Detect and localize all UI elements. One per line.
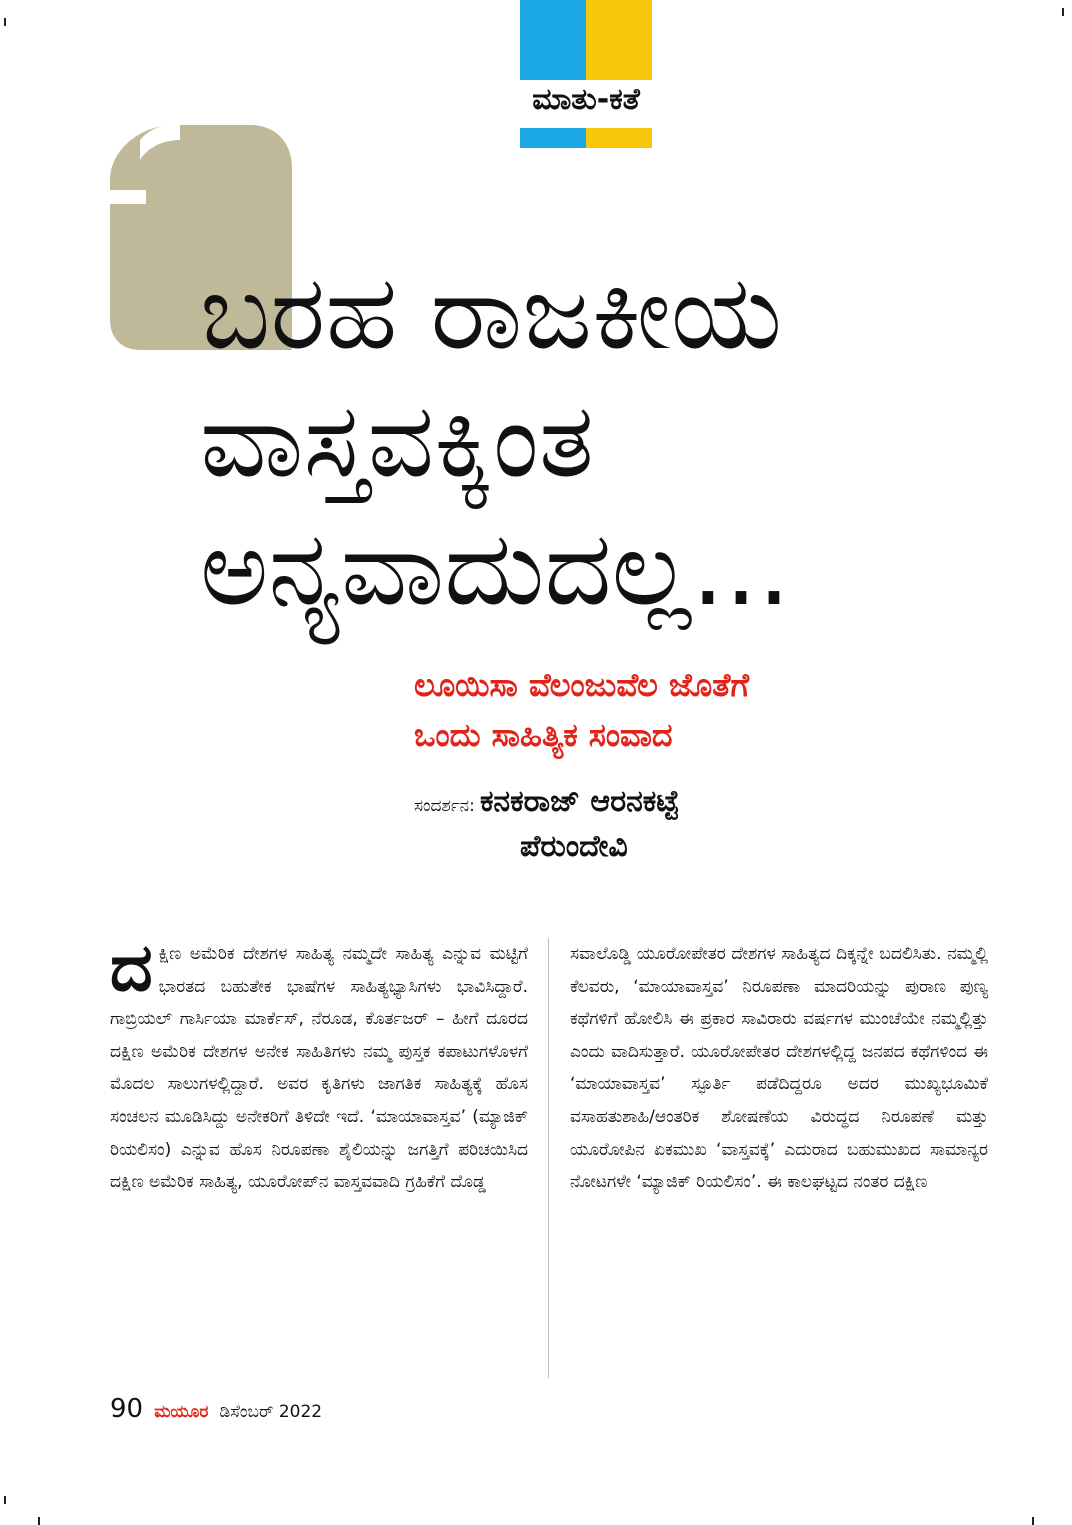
crop-mark	[38, 1517, 40, 1525]
body-text: ಸವಾಲೊಡ್ಡಿ ಯೂರೋಪೇತರ ದೇಶಗಳ ಸಾಹಿತ್ಯದ ದಿಕ್ಕನ್ನೇ ಬದಲಿಸಿತು. ನಮ್ಮಲ್ಲಿ ಕೆಲವರು, ‘ಮಾಯಾವಾಸ್ತವ’ ನಿರೂಪಣಾ ಮಾದರಿಯನ್ನು ಪುರಾಣ ಪುಣ್ಯ ಕಥೆಗಳಿಗೆ ಹೋಲಿಸಿ ಈ ಪ್ರಕಾರ ಸಾವಿರಾರು ವರ್ಷಗಳ ಮುಂಚೆಯೇ ನಮ್ಮಲ್ಲಿತ್ತು ಎಂದು ವಾದಿಸುತ್ತಾರೆ. ಯೂರೋಪೇತರ ದೇಶಗಳಲ್ಲಿದ್ದ ಜನಪದ ಕಥೆಗಳಿಂದ ಈ ‘ಮಾಯಾವಾಸ್ತವ’ ಸ್ಫೂರ್ತಿ ಪಡೆದಿದ್ದರೂ ಅದರ ಮುಖ್ಯಭೂಮಿಕೆ ವಸಾಹತುಶಾಹಿ/ಆಂತರಿಕ ಶೋಷಣೆಯ ವಿರುದ್ಧದ ನಿರೂಪಣೆ ಮತ್ತು ಯೂರೋಪಿನ ಏಕಮುಖ ‘ವಾಸ್ತವಕ್ಕೆ’ ಎದುರಾದ ಬಹುಮುಖದ ಸಾಮಾನ್ಯರ ನೋಟಗಳೇ ‘ಮ್ಯಾಜಿಕ್ ರಿಯಲಿಸಂ’. ಈ ಕಾಲಘಟ್ಟದ ನಂತರ ದಕ್ಷಿಣ	[570, 944, 988, 1193]
badge-blue-block	[520, 0, 586, 80]
body-column-left	[110, 929, 528, 1199]
issue-date: ಡಿಸೆಂಬರ್ 2022	[219, 1402, 323, 1422]
byline	[414, 784, 1014, 864]
byline-author: ಕನಕರಾಜ್ ಆರನಕಟ್ಟೆ	[479, 784, 680, 819]
byline-author: ಪೆರುಂದೇವಿ	[520, 829, 628, 864]
subtitle	[414, 660, 1014, 760]
headline-line: ವಾಸ್ತವಕ್ಕಿಂತ	[200, 379, 595, 501]
crop-mark	[1062, 8, 1064, 16]
body-column-right	[570, 938, 988, 1199]
subtitle-line: ಲೂಯಿಸಾ ವೆಲಂಜುವೆಲ ಜೊತೆಗೆ	[414, 666, 750, 704]
headline-line: ಬರಹ ರಾಜಕೀಯ	[200, 251, 783, 373]
section-label: ಮಾತು-ಕತೆ	[532, 82, 640, 117]
headline	[200, 248, 1020, 632]
badge-yellow-strip	[586, 128, 652, 148]
page-footer	[110, 1394, 322, 1424]
badge-yellow-block	[586, 0, 652, 80]
magazine-name: ಮಯೂರ	[154, 1402, 209, 1422]
column-divider	[548, 938, 549, 1378]
drop-cap: ದ	[110, 929, 153, 1006]
crop-mark	[1032, 1517, 1034, 1525]
headline-line: ಅನ್ಯವಾದುದಲ್ಲ...	[200, 507, 791, 629]
section-badge	[520, 0, 652, 148]
subtitle-line: ಒಂದು ಸಾಹಿತ್ಯಿಕ ಸಂವಾದ	[414, 716, 673, 754]
body-text: ಕ್ಷಿಣ ಅಮೆರಿಕ ದೇಶಗಳ ಸಾಹಿತ್ಯ ನಮ್ಮದೇ ಸಾಹಿತ್ಯ ಎನ್ನುವ ಮಟ್ಟಿಗೆ ಭಾರತದ ಬಹುತೇಕ ಭಾಷೆಗಳ ಸಾಹಿತ್ಯಭ್ಯಾಸಿಗಳು ಭಾವಿಸಿದ್ದಾರೆ. ಗಾಬ್ರಿಯಲ್ ಗಾರ್ಸಿಯಾ ಮಾರ್ಕೆಸ್, ನೆರೂಡ, ಕೊರ್ತಜರ್ – ಹೀಗೆ ದೂರದ ದಕ್ಷಿಣ ಅಮೆರಿಕ ದೇಶಗಳ ಅನೇಕ ಸಾಹಿತಿಗಳು ನಮ್ಮ ಪುಸ್ತಕ ಕಪಾಟುಗಳೊಳಗೆ ಮೊದಲ ಸಾಲುಗಳಲ್ಲಿದ್ದಾರೆ. ಅವರ ಕೃತಿಗಳು ಜಾಗತಿಕ ಸಾಹಿತ್ಯಕ್ಕೆ ಹೊಸ ಸಂಚಲನ ಮೂಡಿಸಿದ್ದು ಅನೇಕರಿಗೆ ತಿಳಿದೇ ಇದೆ. ‘ಮಾಯಾವಾಸ್ತವ’ (ಮ್ಯಾಜಿಕ್ ರಿಯಲಿಸಂ) ಎನ್ನುವ ಹೊಸ ನಿರೂಪಣಾ ಶೈಲಿಯನ್ನು ಜಗತ್ತಿಗೆ ಪರಿಚಯಿಸಿದ ದಕ್ಷಿಣ ಅಮೆರಿಕ ಸಾಹಿತ್ಯ, ಯೂರೋಪ್‌ನ ವಾಸ್ತವವಾದಿ ಗ್ರಹಿಕೆಗೆ ದೊಡ್ಡ	[110, 944, 528, 1193]
badge-blue-strip	[520, 128, 586, 148]
crop-mark	[4, 1496, 6, 1504]
byline-prefix: ಸಂದರ್ಶನ:	[414, 796, 475, 816]
page-number: 90	[110, 1394, 144, 1424]
